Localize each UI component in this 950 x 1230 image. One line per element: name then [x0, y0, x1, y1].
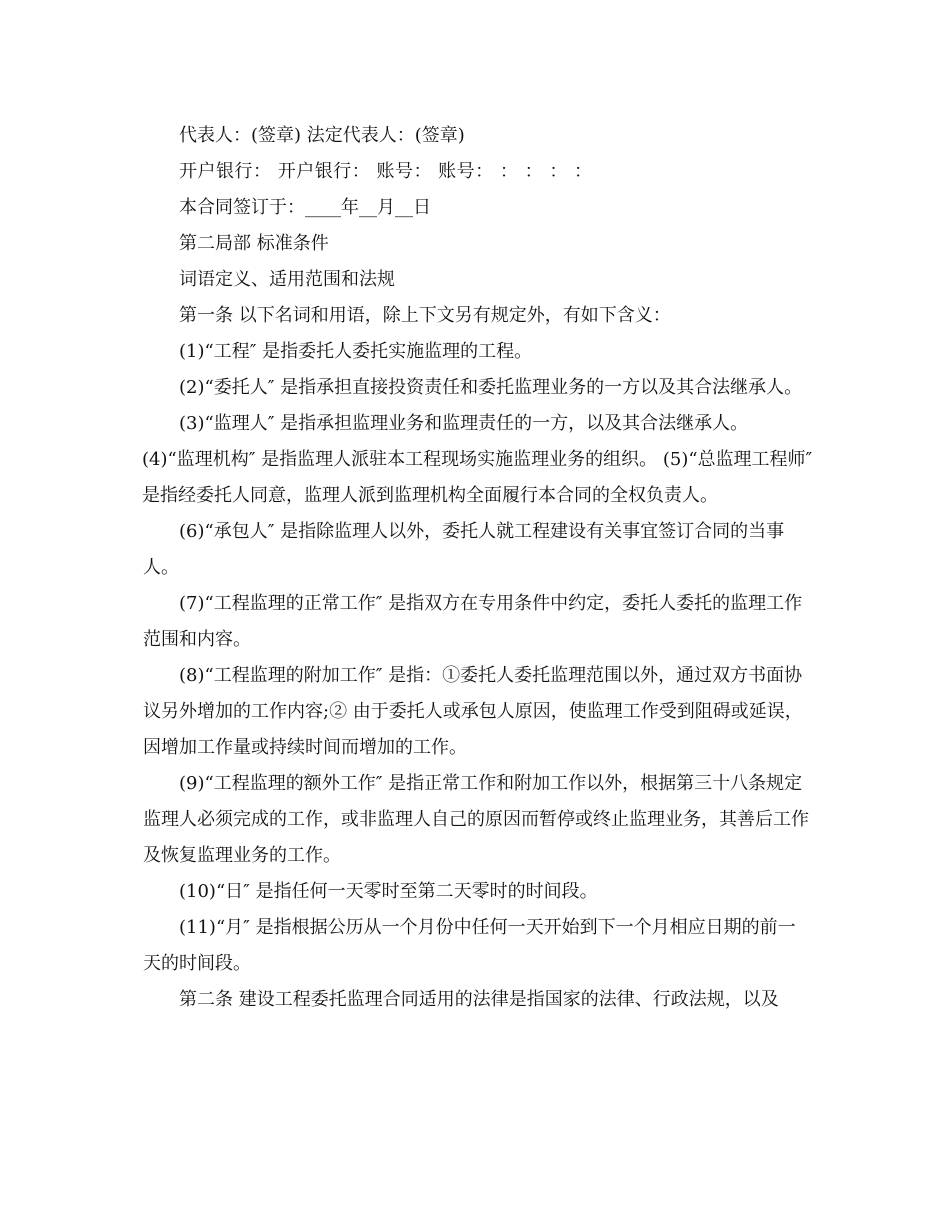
section-heading: 第二局部 标准条件	[179, 233, 329, 254]
definition-4-5: (4)“监理机构″ 是指监理人派驻本工程现场实施监理业务的组织。 (5)“总监理工程师″ 是指经委托人同意，监理人派到监理机构全面履行本合同的全权负责人。	[142, 449, 813, 506]
article-1-intro: 第一条 以下名词和用语，除上下文另有规定外，有如下含义：	[179, 305, 671, 326]
definition-6: (6)“承包人″ 是指除监理人以外，委托人就工程建设有关事宜签订合同的当事人。	[143, 521, 785, 578]
definition-3: (3)“监理人″ 是指承担监理业务和监理责任的一方，以及其合法继承人。	[179, 413, 749, 434]
signing-date-line: 本合同签订于：____年__月__日	[179, 197, 431, 218]
subsection-heading: 词语定义、适用范围和法规	[179, 269, 395, 290]
definition-8: (8)“工程监理的附加工作″ 是指：①委托人委托监理范围以外，通过双方书面协议另外增加的工作内容;② 由于委托人或承包人原因，使监理工作受到阻碍或延误，因增加工作量或持续时间而增加的工作。	[143, 665, 803, 758]
definition-10: (10)“日″ 是指任何一天零时至第二天零时的时间段。	[179, 881, 598, 902]
bank-account-line: 开户银行： 开户银行： 账号： 账号： ： ： ： ：	[179, 161, 593, 182]
definition-11: (11)“月″ 是指根据公历从一个月份中任何一天开始到下一个月相应日期的前一天的时间段。	[143, 917, 796, 974]
article-2-intro: 第二条 建设工程委托监理合同适用的法律是指国家的法律、行政法规，以及	[179, 989, 779, 1010]
definition-7: (7)“工程监理的正常工作″ 是指双方在专用条件中约定，委托人委托的监理工作范围和内容。	[143, 593, 803, 650]
definition-1: (1)“工程″ 是指委托人委托实施监理的工程。	[179, 341, 533, 362]
signature-line: 代表人：(签章) 法定代表人：(签章)	[179, 125, 465, 146]
document-body	[143, 118, 813, 1018]
definition-2: (2)“委托人″ 是指承担直接投资责任和委托监理业务的一方以及其合法继承人。	[179, 377, 803, 398]
definition-9: (9)“工程监理的额外工作″ 是指正常工作和附加工作以外，根据第三十八条规定监理人必须完成的工作，或非监理人自己的原因而暂停或终止监理业务，其善后工作及恢复监理业务的工作。	[143, 773, 809, 866]
